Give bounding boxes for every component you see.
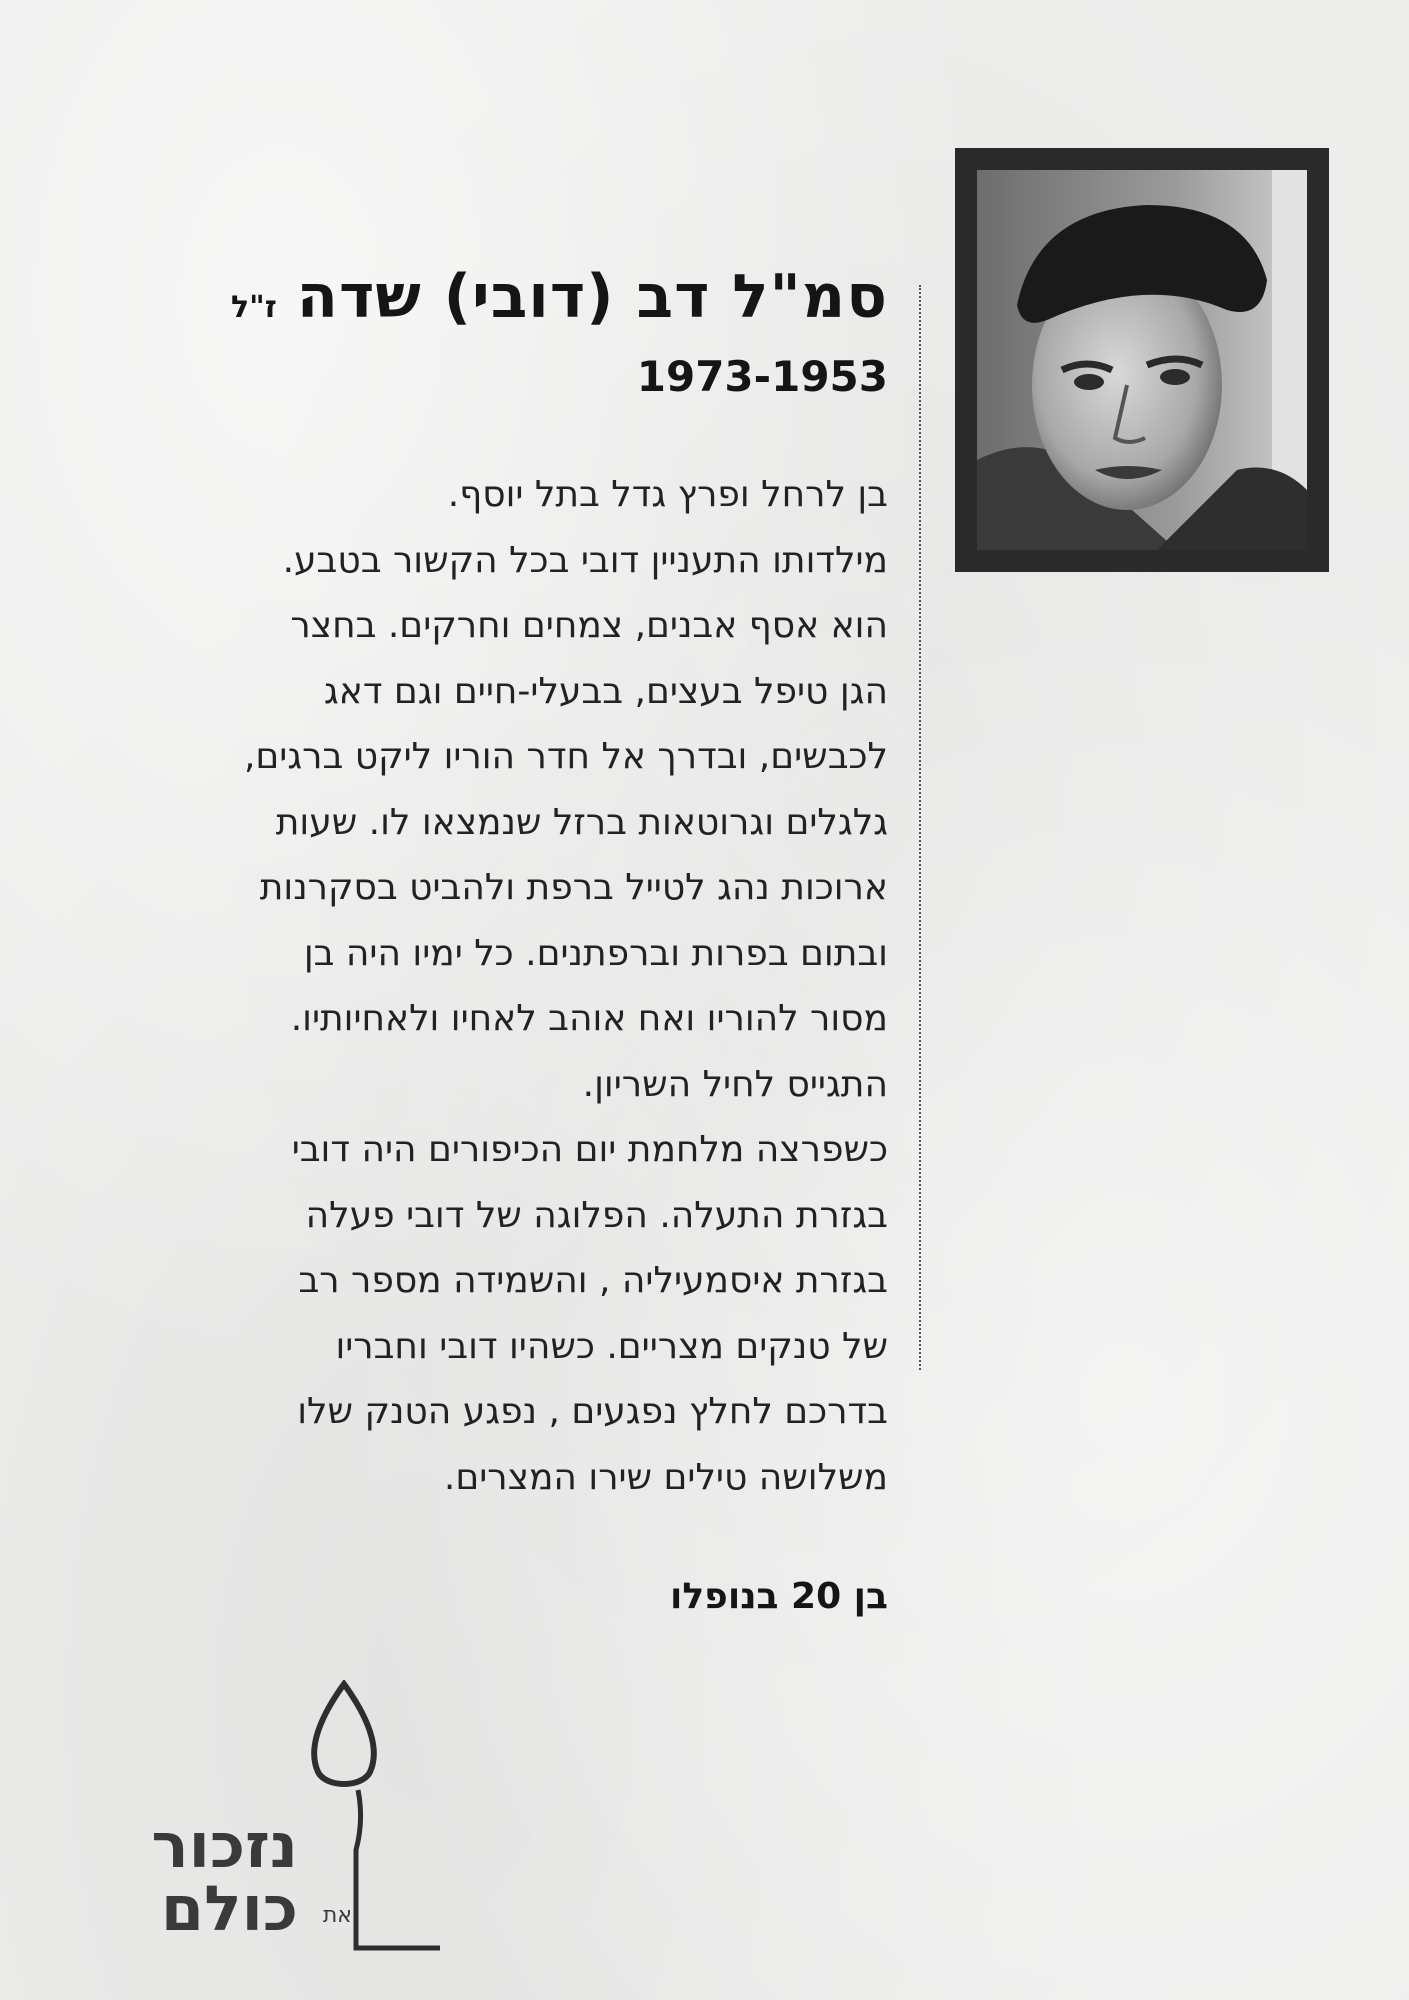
logo-line-1: נזכור — [151, 1809, 298, 1882]
bio-line: כשפרצה מלחמת יום הכיפורים היה דובי — [291, 1129, 888, 1170]
honorific: ז"ל — [230, 290, 277, 325]
bio-line: הגן טיפל בעצים, בבעלי-חיים וגם דאג — [323, 670, 888, 712]
title-row — [231, 262, 888, 332]
bio-line: מילדותו התעניין דובי בכל הקשור בטבע. — [282, 539, 888, 581]
logo-small-word: את — [322, 1903, 352, 1928]
life-years: 1973-1953 — [636, 352, 888, 401]
bio-line: התגייס לחיל השריון. — [582, 1063, 888, 1105]
bio-line: ובתום בפרות וברפתנים. כל ימיו היה בן — [303, 932, 888, 974]
bio-line: בגזרת התעלה. הפלוגה של דובי פעלה — [305, 1194, 888, 1236]
bio-line: מסור להוריו ואח אוהב לאחיו ולאחיותיו. — [290, 998, 888, 1039]
bio-line: ארוכות נהג לטייל ברפת ולהביט בסקרנות — [259, 867, 888, 908]
bio-line: בן לרחל ופרץ גדל בתל יוסף. — [447, 474, 888, 515]
page-title: סמ"ל דב (דובי) שדה — [296, 262, 888, 332]
logo-line-2: כולם — [160, 1872, 298, 1945]
bio-line: בגזרת איסמעיליה , והשמידה מספר רב — [298, 1260, 888, 1301]
vertical-divider — [919, 285, 921, 1370]
portrait-image — [977, 170, 1307, 550]
age-at-death: בן 20 בנופלו — [670, 1576, 888, 1617]
bio-line: של טנקים מצריים. כשהיו דובי וחבריו — [335, 1325, 888, 1367]
bio-line: בדרכם לחלץ נפגעים , נפגע הטנק שלו — [297, 1391, 888, 1432]
portrait-photo — [955, 148, 1329, 572]
bio-line: גלגלים וגרוטאות ברזל שנמצאו לו. שעות — [275, 801, 888, 843]
biography — [168, 462, 888, 1510]
bio-line: הוא אסף אבנים, צמחים וחרקים. בחצר — [290, 605, 888, 646]
bio-line: לכבשים, ובדרך אל חדר הוריו ליקט ברגים, — [243, 736, 888, 777]
memorial-logo — [118, 1680, 448, 1955]
bio-line: משלושה טילים שירו המצרים. — [443, 1456, 888, 1498]
